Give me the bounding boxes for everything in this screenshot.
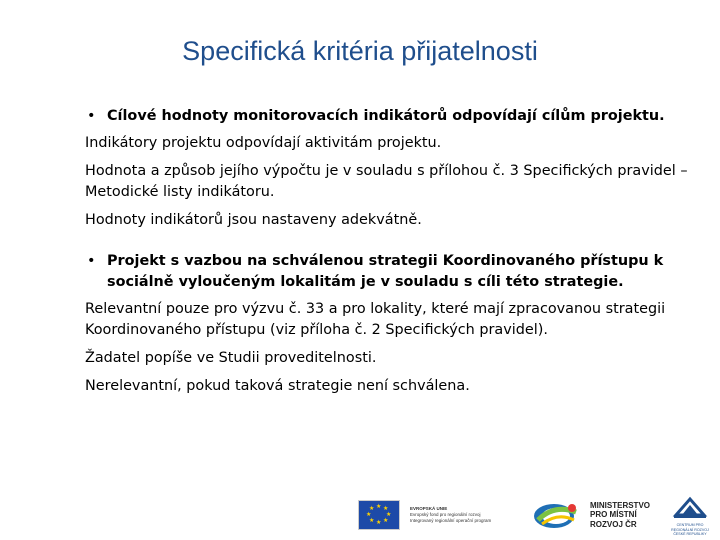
- paragraph: Žadatel popíše ve Studii proveditelnosti.: [85, 350, 377, 366]
- paragraph: Hodnoty indikátorů jsou nastaveny adekvátně.: [85, 212, 422, 228]
- bullet-text: Cílové hodnoty monitorovacích indikátorů odpovídají cílům projektu.: [107, 108, 665, 124]
- paragraph: Nerelevantní, pokud taková strategie není schválena.: [85, 378, 470, 394]
- eu-line-3: Integrovaný regionální operační program: [410, 518, 492, 523]
- bullet-dot: •: [87, 253, 96, 269]
- eu-logo-text: [410, 506, 522, 524]
- bullet-text: Projekt s vazbou na schválenou strategii Koordinovaného přístupu k sociálně vyloučeným lokalitám je v souladu s cíli této strategie.: [107, 253, 664, 290]
- footer-logos: [0, 490, 720, 540]
- crr-logo: [670, 493, 710, 537]
- mmr-line-3: ROZVOJ ČR: [590, 519, 637, 529]
- bullet-item-2: [85, 251, 695, 293]
- paragraph: Indikátory projektu odpovídají aktivitám projektu.: [85, 135, 442, 151]
- mmr-logo-icon: [532, 500, 580, 530]
- eu-flag-icon: ★ ★ ★ ★ ★ ★ ★ ★: [358, 500, 400, 530]
- slide-title: Specifická kritéria přijatelnosti: [182, 36, 538, 66]
- eu-line-1: EVROPSKÁ UNIE: [410, 506, 448, 511]
- slide-content: [85, 106, 695, 404]
- bullet-dot: •: [87, 108, 96, 124]
- crr-logo-text: CENTRUM PRO REGIONÁLNÍ ROZVOJ ČESKÉ REPUBLIKY: [671, 523, 709, 537]
- paragraph: Relevantní pouze pro výzvu č. 33 a pro lokality, které mají zpracovanou strategii Koordinovaného přístupu (viz příloha č. 2 Specifických pravidel).: [85, 301, 666, 338]
- mmr-logo-text: [590, 501, 660, 530]
- mmr-line-2: PRO MÍSTNÍ: [590, 510, 637, 520]
- paragraph: Hodnota a způsob jejího výpočtu je v souladu s přílohou č. 3 Specifických pravidel – Metodické listy indikátoru.: [85, 163, 688, 200]
- mmr-line-1: MINISTERSTVO: [590, 500, 651, 510]
- eu-line-2: Evropský fond pro regionální rozvoj: [410, 512, 481, 517]
- bullet-item-1: [85, 106, 695, 127]
- crr-logo-icon: [670, 493, 710, 523]
